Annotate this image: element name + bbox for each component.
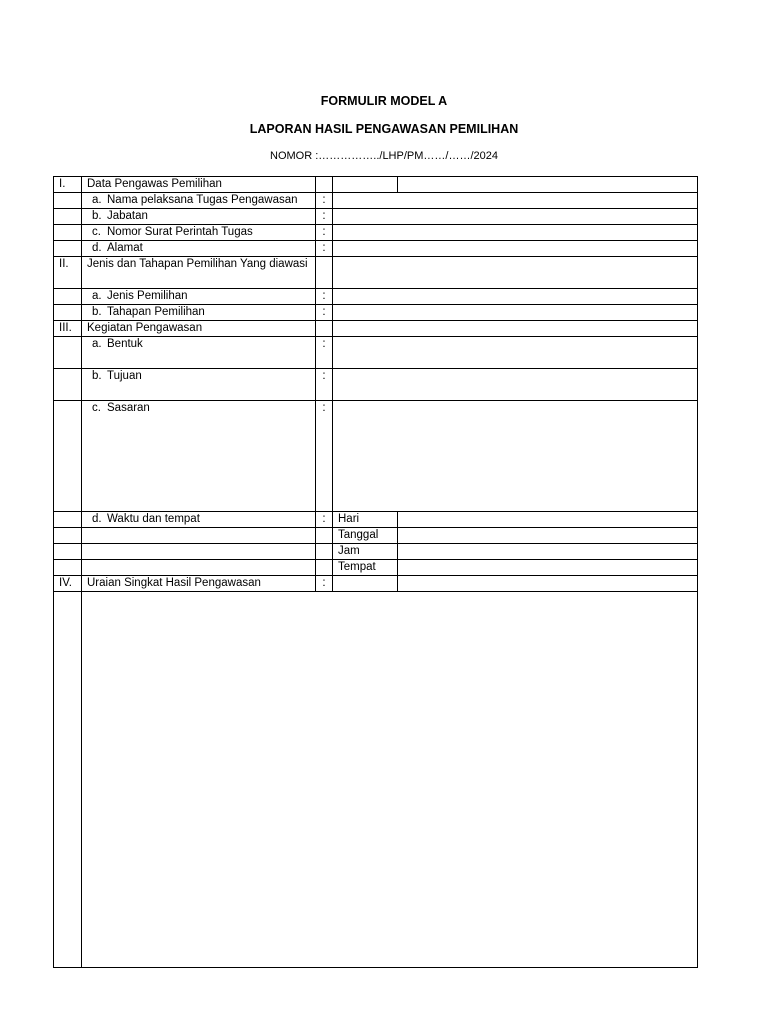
field-label: Sasaran — [107, 402, 150, 414]
blank-cell[interactable] — [398, 576, 698, 592]
section-row — [54, 321, 698, 337]
colon: : — [316, 289, 333, 305]
blank-cell[interactable] — [333, 177, 398, 193]
item-letter: d. — [92, 242, 102, 254]
form-title: FORMULIR MODEL A — [320, 94, 448, 108]
item-letter: a. — [92, 194, 102, 206]
field-label: Nomor Surat Perintah Tugas — [107, 226, 253, 238]
section-number: II. — [54, 257, 82, 289]
waktu-field-value[interactable] — [398, 560, 698, 576]
blank-cell[interactable] — [333, 576, 398, 592]
field-row — [54, 528, 698, 544]
report-number: NOMOR :……………../LHP/PM……/……/2024 — [270, 150, 498, 162]
field-row — [54, 305, 698, 321]
item-letter: b. — [92, 370, 102, 382]
section-number: IV. — [54, 576, 82, 592]
item-letter: b. — [92, 306, 102, 318]
blank-cell[interactable] — [333, 321, 698, 337]
colon: : — [316, 305, 333, 321]
section-title: Jenis dan Tahapan Pemilihan Yang diawasi — [82, 257, 316, 289]
field-row — [54, 209, 698, 225]
field-value-cell[interactable] — [333, 241, 698, 257]
item-letter: b. — [92, 210, 102, 222]
field-row — [54, 369, 698, 401]
field-value-cell[interactable] — [333, 305, 698, 321]
field-row — [54, 401, 698, 512]
colon: : — [316, 193, 333, 209]
report-title: LAPORAN HASIL PENGAWASAN PEMILIHAN — [249, 122, 519, 136]
field-row — [54, 225, 698, 241]
field-row — [54, 512, 698, 528]
field-label: Alamat — [107, 242, 143, 254]
section-title: Data Pengawas Pemilihan — [82, 177, 316, 193]
colon: : — [316, 401, 333, 512]
field-label: Tujuan — [107, 370, 142, 382]
colon: : — [316, 337, 333, 369]
field-value-cell[interactable] — [333, 209, 698, 225]
item-letter: a. — [92, 290, 102, 302]
item-letter: c. — [92, 226, 101, 238]
item-letter: c. — [92, 402, 101, 414]
field-value-cell[interactable] — [333, 369, 698, 401]
field-row — [54, 337, 698, 369]
waktu-field-label: Tempat — [333, 560, 398, 576]
waktu-field-value[interactable] — [398, 512, 698, 528]
colon: : — [316, 241, 333, 257]
colon: : — [316, 225, 333, 241]
field-label: Jabatan — [107, 210, 148, 222]
field-row — [54, 560, 698, 576]
field-value-cell[interactable] — [333, 193, 698, 209]
summary-text-area[interactable] — [82, 592, 698, 968]
field-label: Waktu dan tempat — [107, 513, 200, 525]
section-row — [54, 257, 698, 289]
field-value-cell[interactable] — [333, 289, 698, 305]
waktu-field-label: Hari — [333, 512, 398, 528]
colon: : — [316, 512, 333, 528]
blank-cell[interactable] — [333, 257, 698, 289]
section-row — [54, 177, 698, 193]
field-label: Jenis Pemilihan — [107, 290, 188, 302]
field-label: Bentuk — [107, 338, 143, 350]
section-title: Kegiatan Pengawasan — [82, 321, 316, 337]
section-number: I. — [54, 177, 82, 193]
section-number: III. — [54, 321, 82, 337]
field-row — [54, 241, 698, 257]
field-value-cell[interactable] — [333, 225, 698, 241]
waktu-field-label: Tanggal — [333, 528, 398, 544]
field-label: Nama pelaksana Tugas Pengawasan — [107, 194, 298, 206]
item-letter: a. — [92, 338, 102, 350]
colon: : — [316, 369, 333, 401]
summary-row — [54, 592, 698, 968]
waktu-field-value[interactable] — [398, 544, 698, 560]
blank-cell[interactable] — [398, 177, 698, 193]
section-title: Uraian Singkat Hasil Pengawasan — [82, 576, 316, 592]
field-row — [54, 289, 698, 305]
waktu-field-value[interactable] — [398, 528, 698, 544]
section-row — [54, 576, 698, 592]
field-value-cell[interactable] — [333, 337, 698, 369]
field-row — [54, 544, 698, 560]
colon: : — [316, 576, 333, 592]
waktu-field-label: Jam — [333, 544, 398, 560]
colon: : — [316, 209, 333, 225]
report-form-table — [53, 176, 698, 968]
item-letter: d. — [92, 513, 102, 525]
field-value-cell[interactable] — [333, 401, 698, 512]
field-label: Tahapan Pemilihan — [107, 306, 205, 318]
colon-cell — [316, 177, 333, 193]
field-row — [54, 193, 698, 209]
